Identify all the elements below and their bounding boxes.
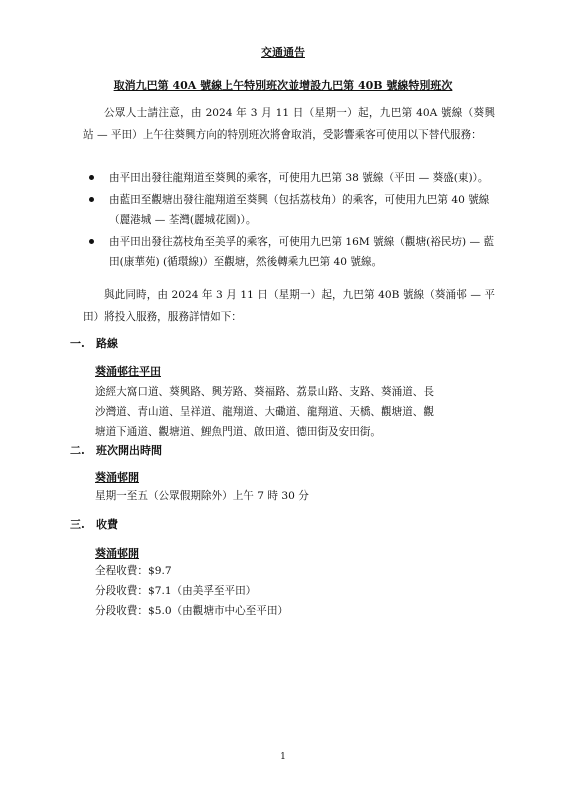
alternative-text: 由平田出發往荔枝角至美孚的乘客，可使用九巴第 16M 號線（觀塘(裕民坊) — 藍田(康華苑) (循環線)）至觀塘，然後轉乘九巴第 40 號線。 [109,236,495,268]
section-title: 收費 [96,518,118,531]
intro-paragraph: 公眾人士請注意，由 2024 年 3 月 11 日（星期一）起，九巴第 40A 號線（葵興站 — 平田）上午往葵興方向的特別班次將會取消，受影響乘客可使用以下替代服務： [83,107,495,141]
section-title: 班次開出時間 [96,444,162,457]
section-number: 一. [70,337,85,350]
list-item [83,190,495,230]
notice-title: 交通通告 [261,46,305,59]
route-line: 沙灣道、青山道、呈祥道、龍翔道、大磡道、龍翔道、天橋、觀塘道、觀 [95,406,434,418]
route-line: 途經大窩口道、葵興路、興芳路、葵福路、荔景山路、支路、葵涌道、長 [95,386,434,398]
departure-point-heading: 葵涌邨開 [95,471,139,484]
list-item [83,168,495,188]
section-route-heading [70,336,118,352]
section-time-heading [70,443,162,459]
route-description [95,382,497,442]
section-number: 三. [70,518,85,531]
fare-list [95,561,497,621]
alternative-text: 由平田出發往龍翔道至葵興的乘客，可使用九巴第 38 號線（平田 — 葵盛(東)）。 [109,172,489,184]
page-number: 1 [280,752,286,762]
section-fare-heading [70,517,118,533]
section-number: 二. [70,444,85,457]
bullet-icon [89,175,94,180]
new-route-paragraph: 與此同時，由 2024 年 3 月 11 日（星期一）起，九巴第 40B 號線（葵涌邨 — 平田）將投入服務，服務詳情如下： [83,289,495,323]
alternative-text: 由藍田至觀塘出發往龍翔道至葵興（包括荔枝角）的乘客，可使用九巴第 40 號線（麗港城 — 荃灣(麗城花園)）。 [109,194,490,226]
route-line: 塘道下通道、觀塘道、鯉魚門道、啟田道、德田街及安田街。 [95,426,382,438]
alternative-services-list [83,168,495,274]
section-title: 路線 [96,337,118,350]
fare-origin-heading: 葵涌邨開 [95,547,139,560]
departure-time-text: 星期一至五（公眾假期除外）上午 7 時 30 分 [95,490,309,502]
route-direction-heading: 葵涌邨往平田 [95,365,161,378]
bullet-icon [89,197,94,202]
list-item [83,232,495,272]
fare-line: 分段收費：$5.0（由觀塘市中心至平田） [95,605,289,617]
fare-line: 分段收費：$7.1（由美孚至平田） [95,585,257,597]
bullet-icon [89,239,94,244]
fare-line: 全程收費：$9.7 [95,565,172,577]
notice-subtitle: 取消九巴第 40A 號線上午特別班次並增設九巴第 40B 號線特別班次 [113,79,453,92]
